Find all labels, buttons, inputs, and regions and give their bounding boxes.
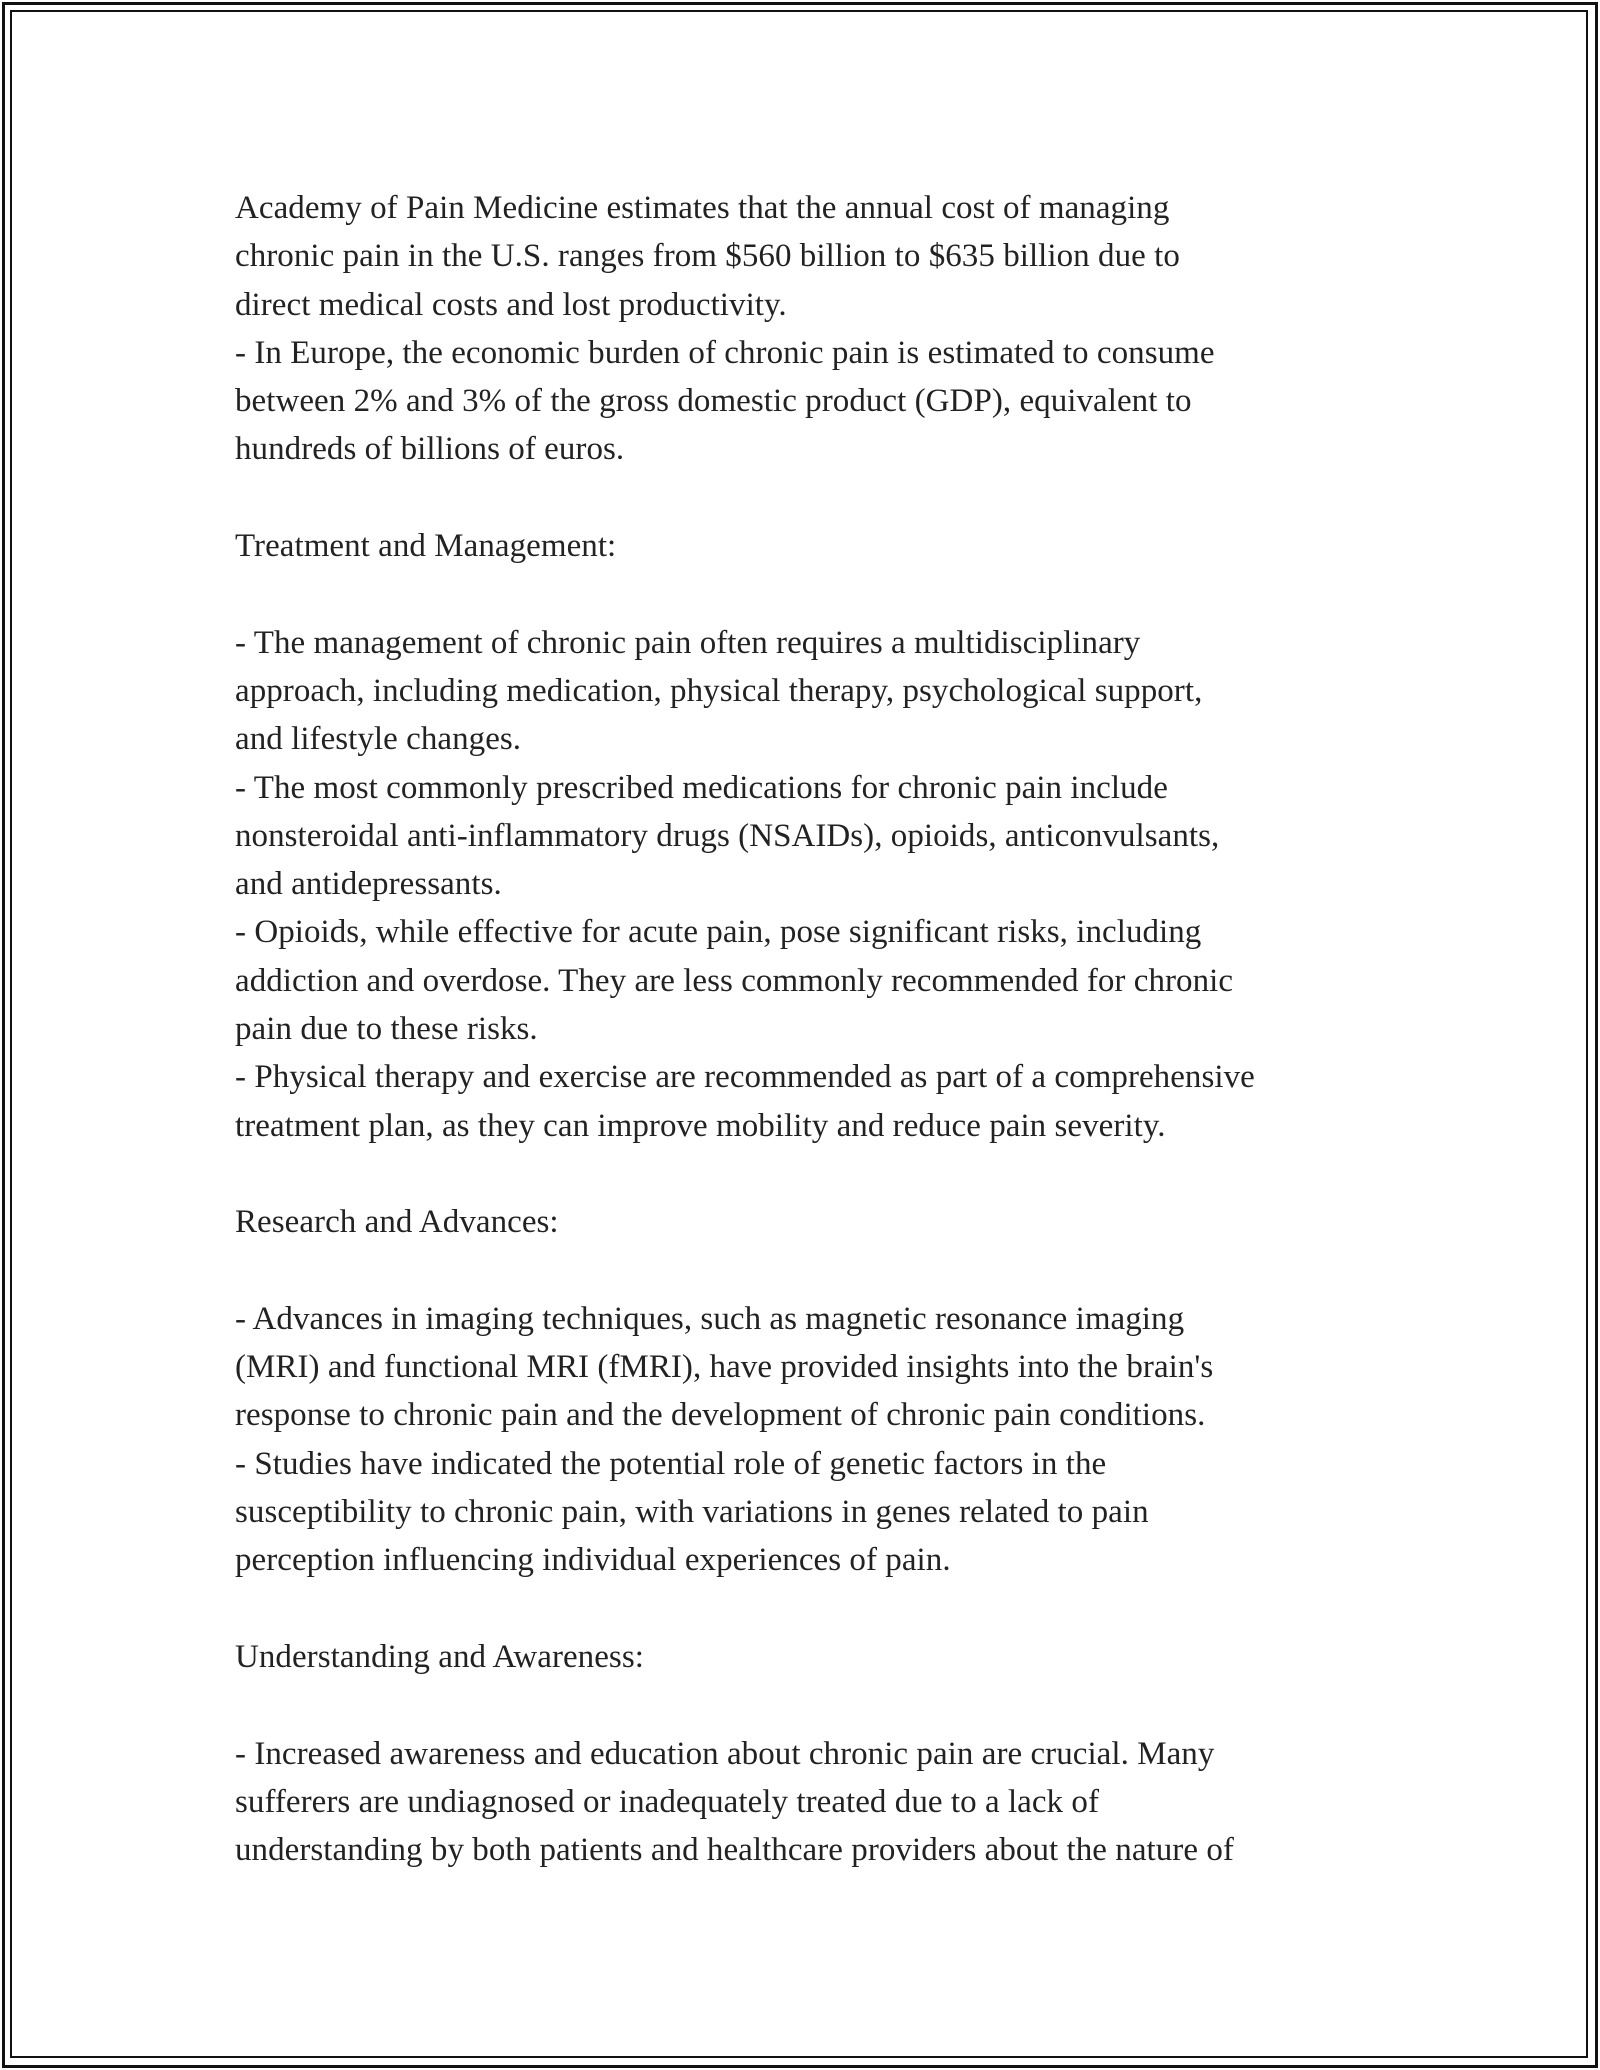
- treatment-bullet-2: [235, 764, 1435, 909]
- text-line: and antidepressants.: [235, 866, 502, 903]
- section-heading-treatment: Treatment and Management:: [235, 528, 617, 565]
- treatment-bullet-4: [235, 1053, 1435, 1150]
- text-line: susceptibility to chronic pain, with variations in genes related to pain: [235, 1494, 1149, 1531]
- text-line: - Studies have indicated the potential role of genetic factors in the: [235, 1445, 1107, 1482]
- text-line: perception influencing individual experiences of pain.: [235, 1542, 951, 1579]
- text-line: direct medical costs and lost productivity.: [235, 286, 787, 323]
- text-line: - Physical therapy and exercise are recommended as part of a comprehensive: [235, 1059, 1255, 1096]
- text-line: - Increased awareness and education about chronic pain are crucial. Many: [235, 1735, 1215, 1772]
- text-line: - Opioids, while effective for acute pain, pose significant risks, including: [235, 914, 1202, 951]
- section-heading-research: Research and Advances:: [235, 1204, 559, 1241]
- text-line: between 2% and 3% of the gross domestic product (GDP), equivalent to: [235, 383, 1192, 420]
- research-bullet-1: [235, 1295, 1435, 1440]
- text-line: - The most commonly prescribed medications for chronic pain include: [235, 769, 1168, 806]
- text-line: sufferers are undiagnosed or inadequately treated due to a lack of: [235, 1783, 1099, 1820]
- text-line: - Advances in imaging techniques, such as magnetic resonance imaging: [235, 1300, 1185, 1337]
- document-body: [235, 184, 1435, 1874]
- text-line: and lifestyle changes.: [235, 721, 522, 758]
- text-line: response to chronic pain and the development of chronic pain conditions.: [235, 1397, 1206, 1434]
- text-line: - In Europe, the economic burden of chronic pain is estimated to consume: [235, 334, 1215, 371]
- text-line: addiction and overdose. They are less commonly recommended for chronic: [235, 962, 1234, 999]
- blank-line: [235, 1150, 1435, 1198]
- text-line: approach, including medication, physical therapy, psychological support,: [235, 672, 1203, 709]
- blank-line: [235, 1247, 1435, 1295]
- paragraph-europe-cost: [235, 329, 1435, 474]
- blank-line: [235, 1681, 1435, 1729]
- paragraph-us-cost: [235, 184, 1435, 329]
- section-heading-awareness: Understanding and Awareness:: [235, 1638, 644, 1675]
- text-line: understanding by both patients and healthcare providers about the nature of: [235, 1832, 1234, 1869]
- treatment-bullet-3: [235, 908, 1435, 1053]
- awareness-bullet-1: [235, 1730, 1435, 1875]
- text-line: Academy of Pain Medicine estimates that the annual cost of managing: [235, 190, 1170, 226]
- text-line: pain due to these risks.: [235, 1011, 538, 1048]
- text-line: treatment plan, as they can improve mobility and reduce pain severity.: [235, 1107, 1166, 1144]
- text-line: chronic pain in the U.S. ranges from $560 billion to $635 billion due to: [235, 238, 1180, 275]
- blank-line: [235, 474, 1435, 522]
- research-bullet-2: [235, 1440, 1435, 1585]
- treatment-bullet-1: [235, 619, 1435, 764]
- text-line: hundreds of billions of euros.: [235, 431, 625, 468]
- text-line: (MRI) and functional MRI (fMRI), have provided insights into the brain's: [235, 1349, 1214, 1386]
- text-line: nonsteroidal anti-inflammatory drugs (NSAIDs), opioids, anticonvulsants,: [235, 817, 1220, 854]
- blank-line: [235, 1585, 1435, 1633]
- text-line: - The management of chronic pain often requires a multidisciplinary: [235, 624, 1141, 661]
- blank-line: [235, 570, 1435, 618]
